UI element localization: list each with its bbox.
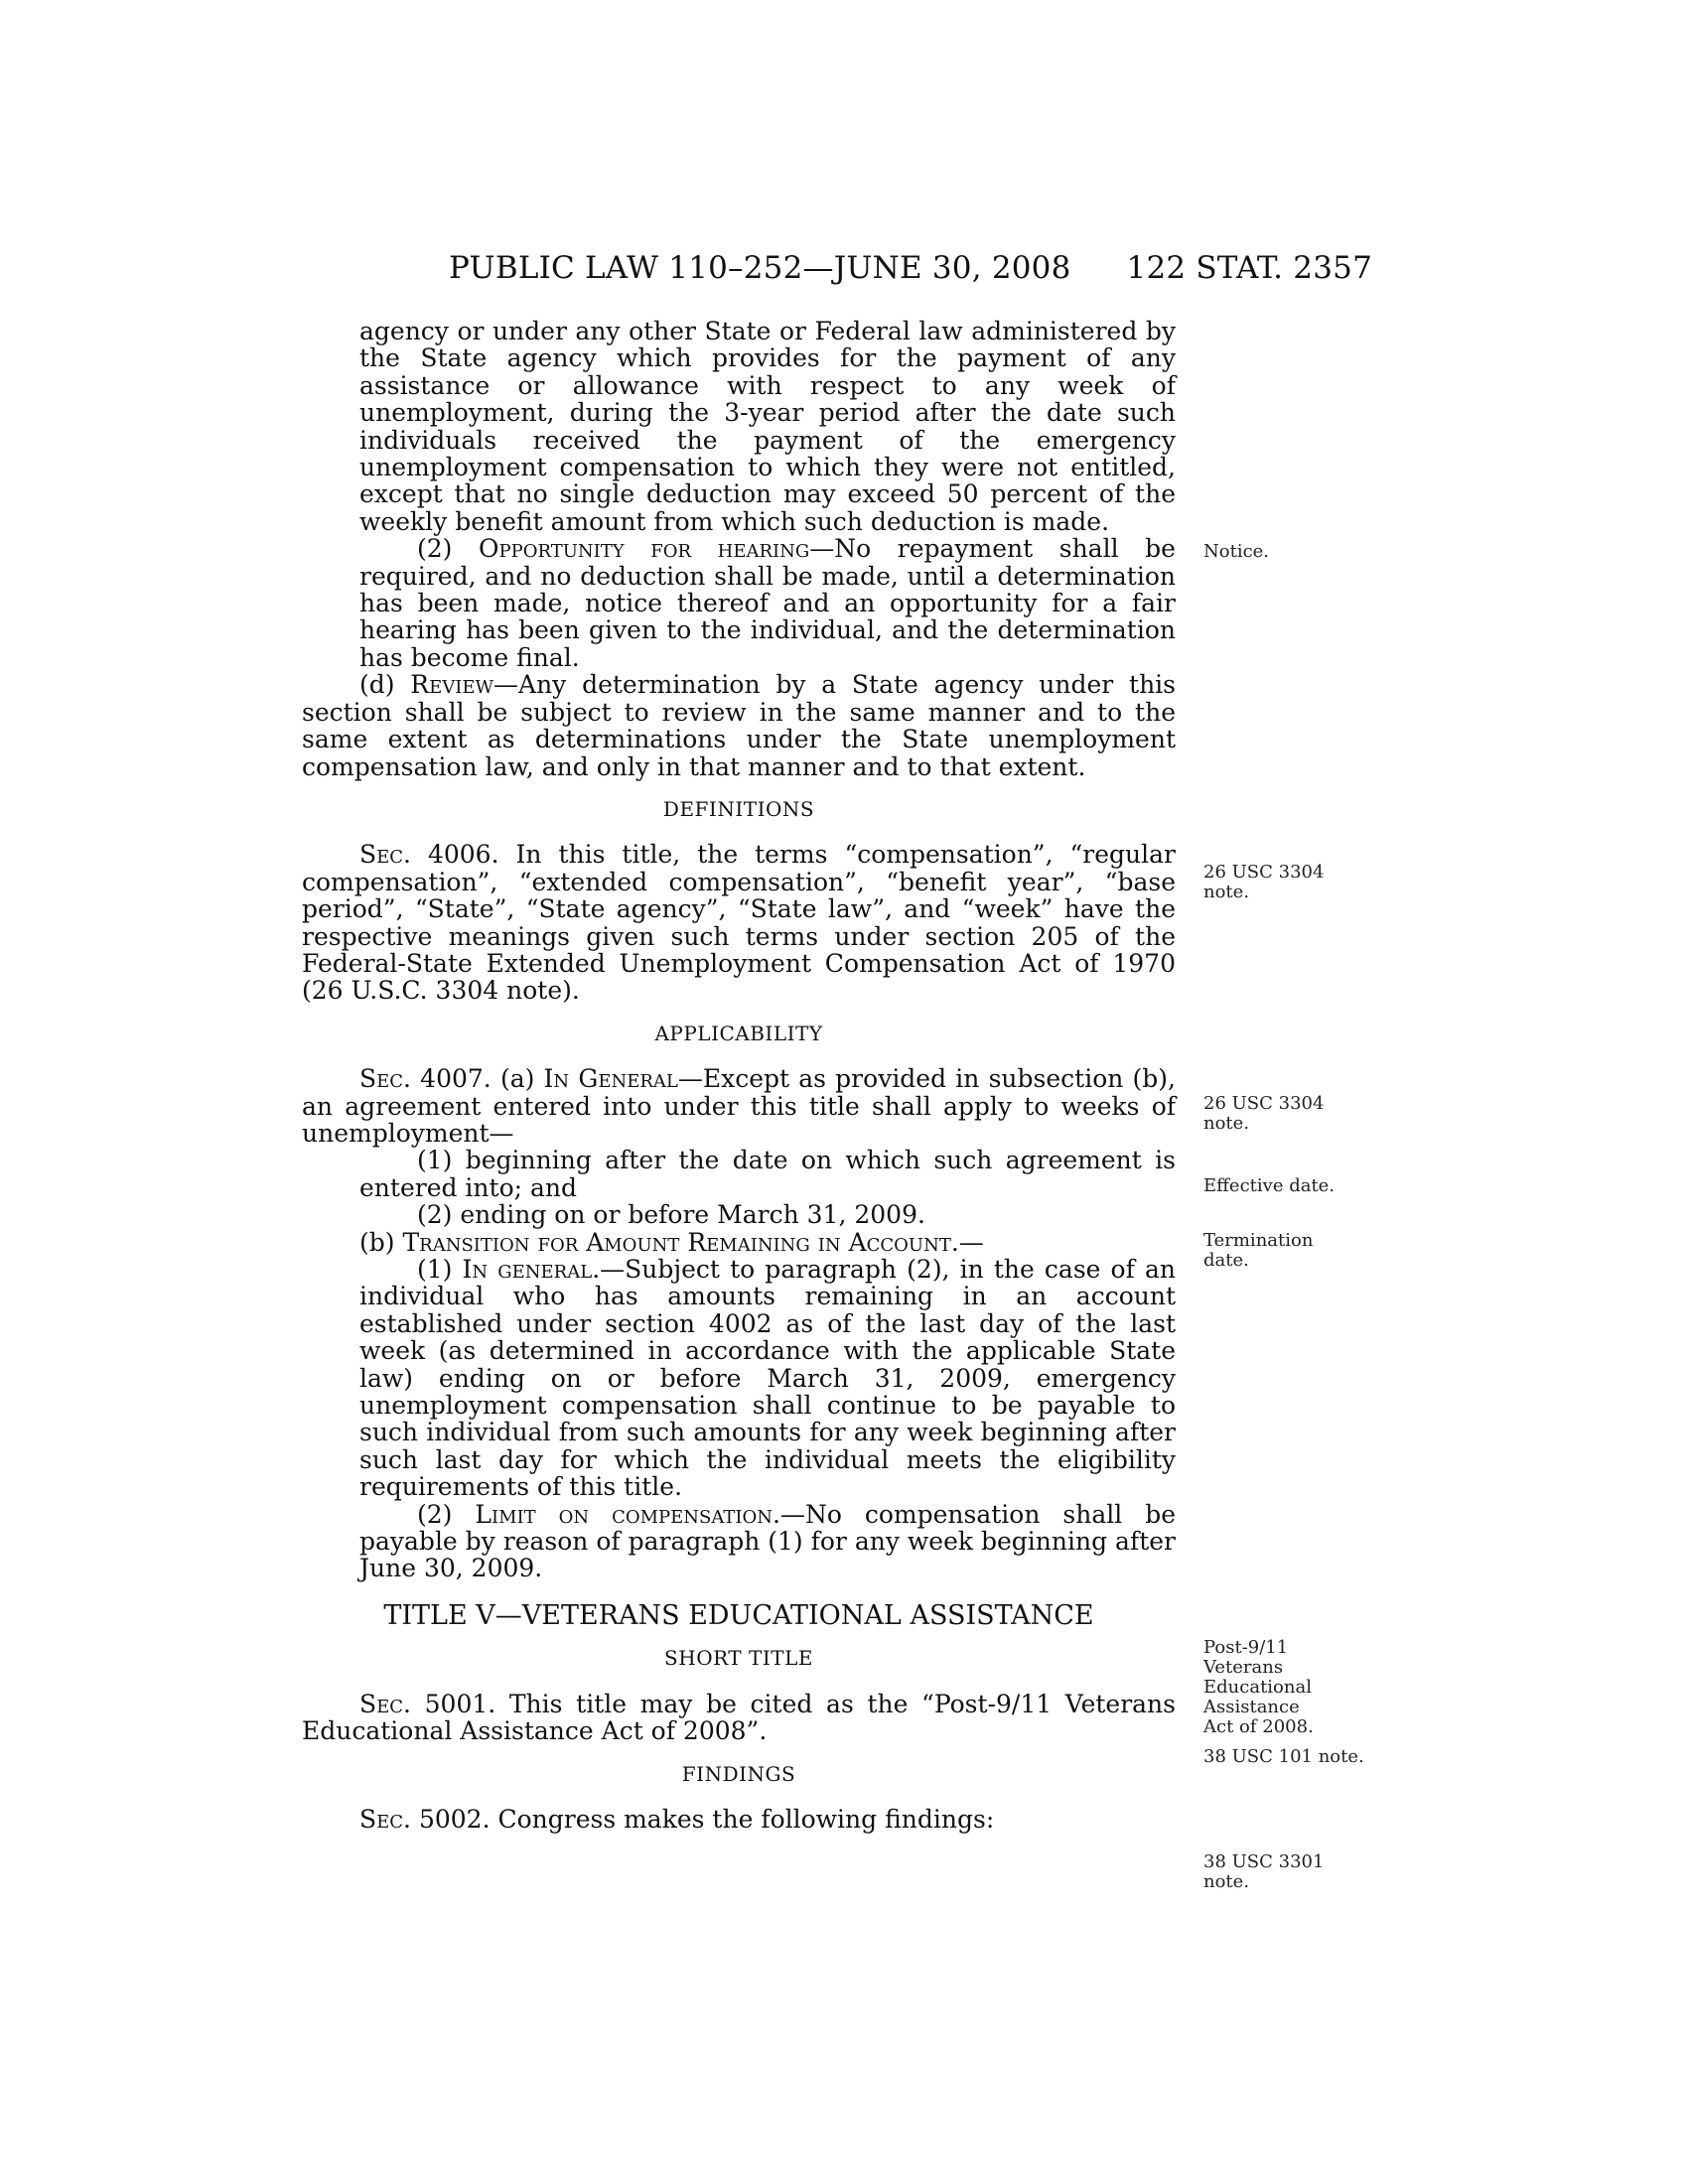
subsection-d-heading: Review	[410, 670, 494, 700]
section-4007-b: (b) Transition for Amount Remaining in Account.—	[359, 1227, 984, 1257]
section-4007-b1: (1) In general.—Subject to paragraph (2), in the case of an individual who has amounts remaining in an account established under section 4002 as of the last day of the last week (as determined in accordance with the applicable State law) ending on or before March 31, 2009, emergency unemployment compensation shall continue to be payable to such individual from such amounts for any week beginning after such last day for which the individual meets the eligibility requirements of this title.	[359, 1255, 1176, 1502]
margin-note-usc-38-3301: 38 USC 3301 note.	[1203, 1851, 1325, 1892]
section-4007-a: Sec. 4007. (a) In General—Except as provided in subsection (b), an agreement entered into under this title shall apply to weeks of unemployment—	[302, 1064, 1176, 1148]
statute-citation: 122 STAT. 2357	[1126, 250, 1372, 286]
heading-applicability: APPLICABILITY	[654, 1021, 823, 1045]
subsection-c2: (2) Opportunity for hearing—No repayment shall be required, and no deduction shall be made, until a determination has been made, notice thereof and an opportunity for a fair hearing has been given to the individual, and the determination has become final.	[359, 534, 1176, 672]
law-title: PUBLIC LAW 110–252—JUNE 30, 2008	[449, 250, 1071, 286]
margin-note-usc-4006: 26 USC 3304 note.	[1203, 862, 1325, 902]
section-5001: Sec. 5001. This title may be cited as the “Post-9/11 Veterans Educational Assistance Act of 2008”.	[302, 1689, 1176, 1746]
section-4007-a2: (2) ending on or before March 31, 2009.	[417, 1200, 925, 1230]
margin-note-effective-date: Effective date.	[1203, 1175, 1336, 1196]
subsection-c2-heading: Opportunity for hearing	[479, 534, 810, 564]
heading-findings: FINDINGS	[681, 1761, 796, 1786]
margin-note-usc-4007: 26 USC 3304 note.	[1203, 1093, 1325, 1134]
margin-note-termination-date: Termination date.	[1203, 1230, 1314, 1271]
body-text	[302, 318, 1176, 1833]
running-head	[449, 250, 1372, 290]
margin-note-notice: Notice.	[1203, 541, 1270, 562]
paragraph-continued: agency or under any other State or Federal law administered by the State agency which provides for the payment of any assistance or allowance with respect to any week of unemployment, during the 3-year period after the date such individuals received the payment of the emergency unemployment compensation to which they were not entitled, except that no single deduction may exceed 50 percent of the weekly benefit amount from which such deduction is made.	[359, 317, 1176, 536]
section-4007-a1: (1) beginning after the date on which such agreement is entered into; and	[359, 1146, 1176, 1202]
subsection-d: (d) Review—Any determination by a State agency under this section shall be subject to review in the same manner and to the same extent as determinations under the State unemployment compensation law, and only in that manner and to that extent.	[302, 670, 1177, 781]
title-v-heading: TITLE V—VETERANS EDUCATIONAL ASSISTANCE	[383, 1599, 1094, 1631]
section-4006: Sec. 4006. In this title, the terms “compensation”, “regular compensation”, “extended compensation”, “benefit year”, “base period”, “State”, “State agency”, “State law”, and “week” have the respective meanings given such terms under section 205 of the Federal-State Extended Unemployment Compensation Act of 1970 (26 U.S.C. 3304 note).	[302, 840, 1176, 1006]
section-5002: Sec. 5002. Congress makes the following findings:	[359, 1804, 995, 1834]
margin-note-post-911: Post-9/11 Veterans Educational Assistance Act of 2008.	[1203, 1637, 1314, 1737]
heading-short-title: SHORT TITLE	[664, 1646, 813, 1671]
section-4007-b2: (2) Limit on compensation.—No compensation shall be payable by reason of paragraph (1) for any week beginning after June 30, 2009.	[359, 1499, 1177, 1583]
heading-definitions: DEFINITIONS	[662, 796, 815, 821]
margin-note-usc-38-101: 38 USC 101 note.	[1203, 1746, 1364, 1767]
